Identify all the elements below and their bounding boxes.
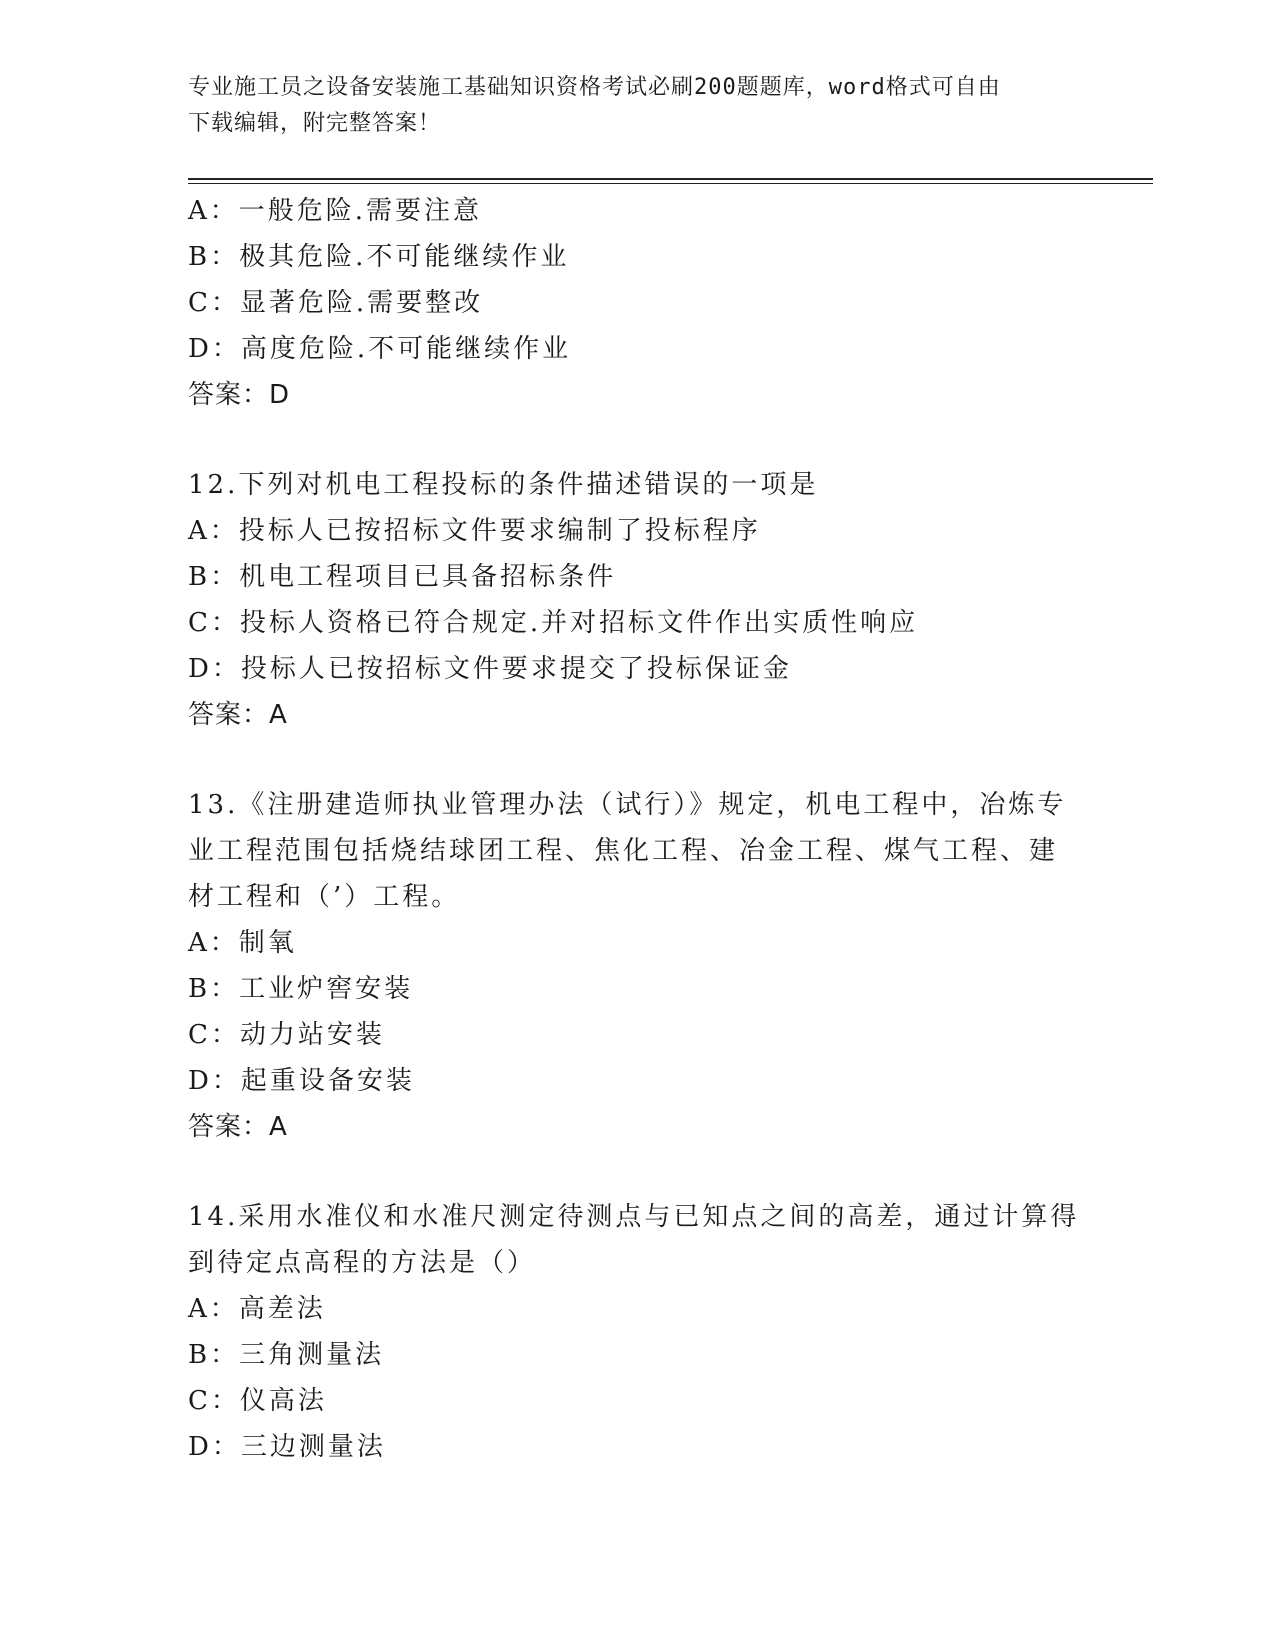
question-13 — [188, 782, 1088, 1150]
option-d: D：投标人已按招标文件要求提交了投标保证金 — [188, 654, 792, 684]
header-divider-thin — [188, 183, 1153, 184]
answer-line: 答案：A — [188, 700, 288, 730]
question-stem-line-3: 材工程和（’）工程。 — [188, 882, 461, 912]
option-d: D：高度危险.不可能继续作业 — [188, 334, 572, 364]
option-d: D：起重设备安装 — [188, 1066, 415, 1096]
question-14 — [188, 1194, 1088, 1470]
question-stem-line-1: 13.《注册建造师执业管理办法（试行）》规定，机电工程中，冶炼专 — [188, 790, 1067, 820]
header-line-2: 下载编辑，附完整答案！ — [188, 111, 442, 136]
option-c: C：仪高法 — [188, 1386, 327, 1416]
option-c: C：显著危险.需要整改 — [188, 288, 484, 318]
option-a: A：高差法 — [188, 1294, 326, 1324]
option-b: B：工业炉窖安装 — [188, 974, 414, 1004]
option-a: A：投标人已按招标文件要求编制了投标程序 — [188, 516, 761, 546]
question-12 — [188, 462, 1088, 738]
question-stem-line-1: 14.采用水准仪和水准尺测定待测点与已知点之间的高差，通过计算得 — [188, 1202, 1080, 1232]
option-d: D：三边测量法 — [188, 1432, 386, 1462]
option-c: C：投标人资格已符合规定.并对招标文件作出实质性响应 — [188, 608, 919, 638]
option-a: A：一般危险.需要注意 — [188, 196, 483, 226]
question-stem-line-2: 业工程范围包括烧结球团工程、焦化工程、冶金工程、煤气工程、建 — [188, 836, 1059, 866]
answer-line: 答案：A — [188, 1112, 288, 1142]
option-a: A：制氧 — [188, 928, 297, 958]
option-c: C：动力站安装 — [188, 1020, 385, 1050]
question-stem-line-2: 到待定点高程的方法是（） — [188, 1248, 537, 1278]
header-divider-thick — [188, 178, 1153, 180]
question-11 — [188, 188, 1088, 418]
question-list — [188, 188, 1088, 1470]
header-line-1: 专业施工员之设备安装施工基础知识资格考试必刷200题题库，word格式可自由 — [188, 75, 1001, 100]
option-b: B：极其危险.不可能继续作业 — [188, 242, 570, 272]
answer-line: 答案：D — [188, 380, 291, 410]
document-header — [188, 70, 1088, 142]
option-b: B：机电工程项目已具备招标条件 — [188, 562, 617, 592]
question-stem: 12.下列对机电工程投标的条件描述错误的一项是 — [188, 470, 819, 500]
option-b: B：三角测量法 — [188, 1340, 385, 1370]
